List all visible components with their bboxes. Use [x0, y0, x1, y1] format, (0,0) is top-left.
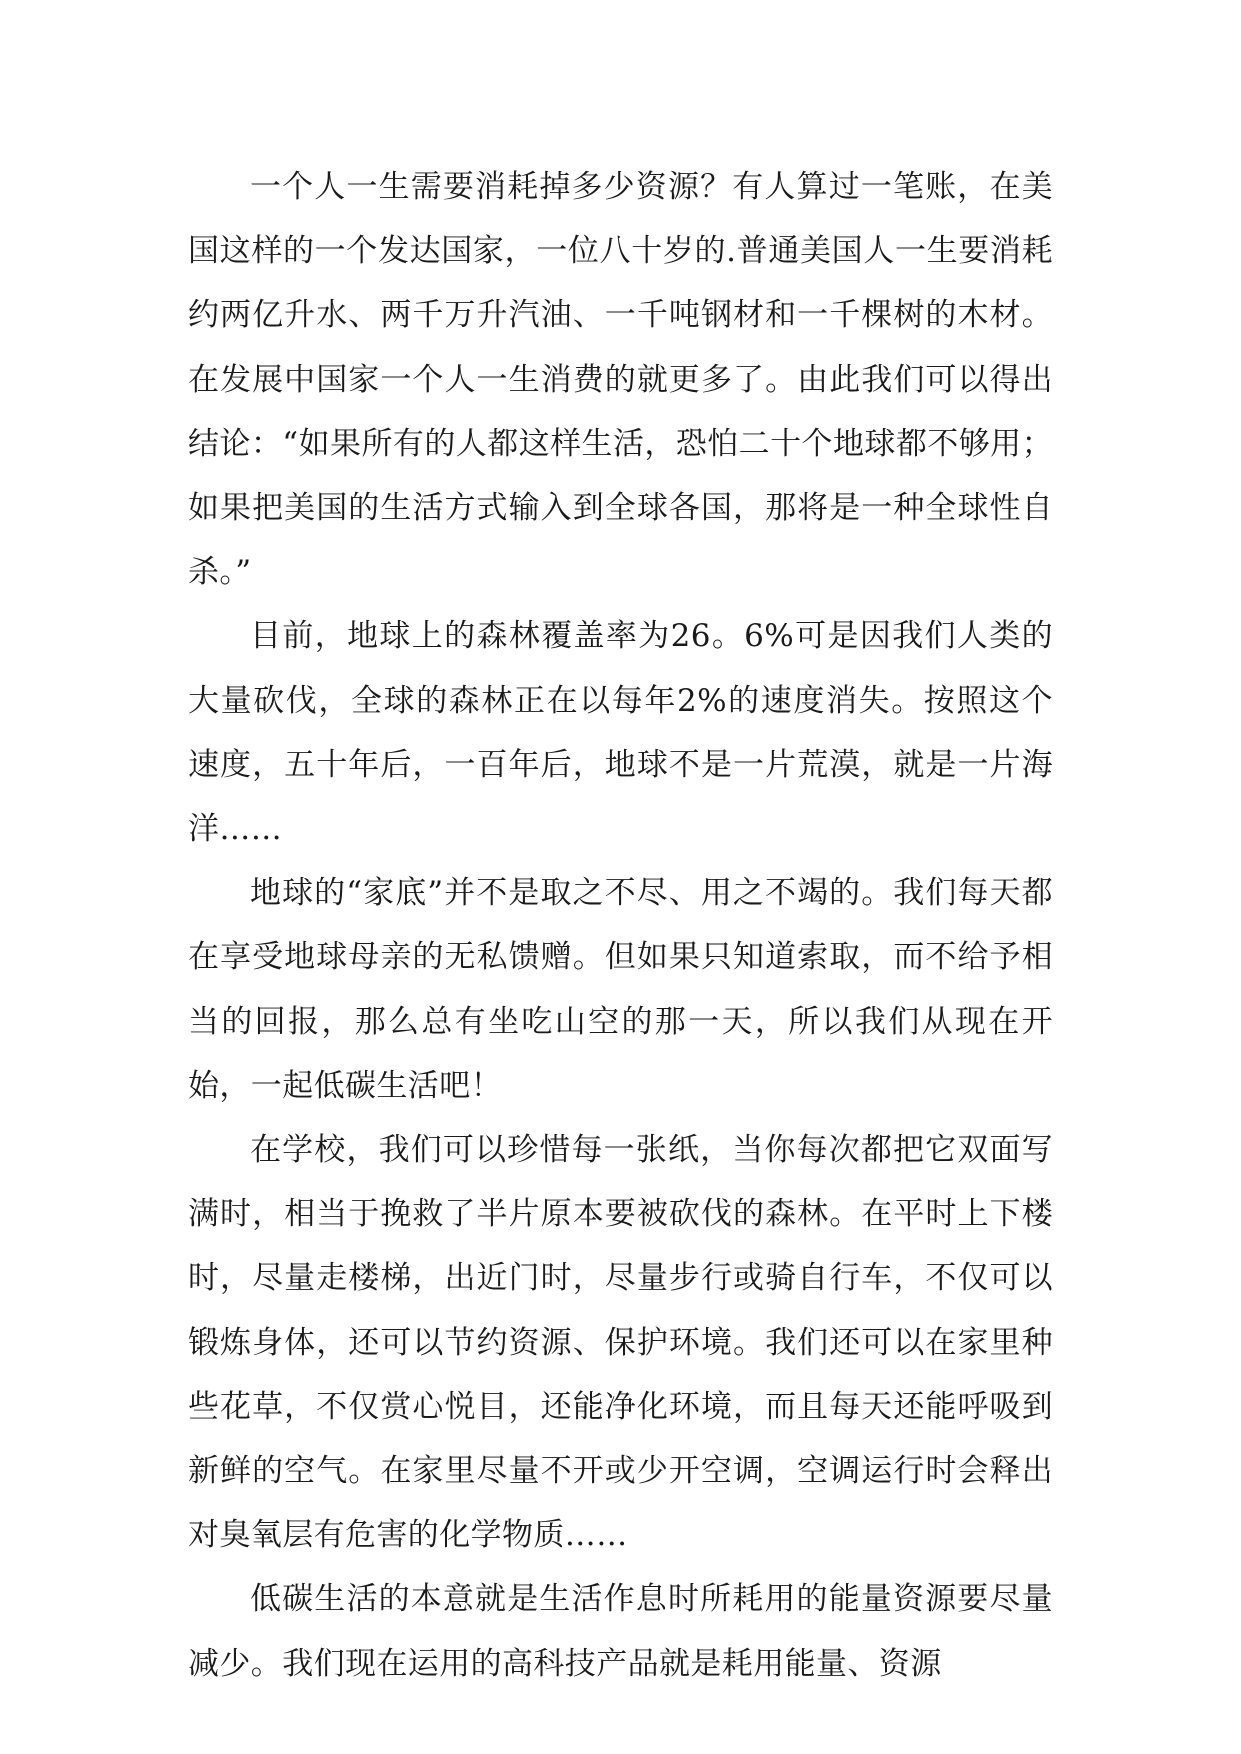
- document-page: [188, 155, 1053, 1696]
- paragraph-earth-resources: 地球的“家底”并不是取之不尽、用之不竭的。我们每天都在享受地球母亲的无私馈赠。但如果只知道索取，而不给予相当的回报，那么总有坐吃山空的那一天，所以我们从现在开始，一起低碳生活吧！: [188, 875, 1053, 1104]
- paragraph-school-actions: 在学校，我们可以珍惜每一张纸，当你每次都把它双面写满时，相当于挽救了半片原本要被砍伐的森林。在平时上下楼时，尽量走楼梯，出近门时，尽量步行或骑自行车，不仅可以锻炼身体，还可以节约资源、保护环境。我们还可以在家里种些花草，不仅赏心悦目，还能净化环境，而且每天还能呼吸到新鲜的空气。在家里尽量不开或少开空调，空调运行时会释出对臭氧层有危害的化学物质……: [188, 1132, 1053, 1554]
- paragraph-forest: 目前，地球上的森林覆盖率为26。6%可是因我们人类的大量砍伐，全球的森林正在以每年2%的速度消失。按照这个速度，五十年后，一百年后，地球不是一片荒漠，就是一片海洋……: [188, 618, 1053, 848]
- paragraph-consumption: 一个人一生需要消耗掉多少资源？有人算过一笔账，在美国这样的一个发达国家，一位八十岁的.普通美国人一生要消耗约两亿升水、两千万升汽油、一千吨钢材和一千棵树的木材。在发展中国家一个人一生消费的就更多了。由此我们可以得出结论：“如果所有的人都这样生活，恐怕二十个地球都不够用；如果把美国的生活方式输入到全球各国，那将是一种全球性自杀。”: [188, 169, 1053, 591]
- paragraph-low-carbon-meaning: 低碳生活的本意就是生活作息时所耗用的能量资源要尽量减少。我们现在运用的高科技产品就是耗用能量、资源: [188, 1581, 1053, 1682]
